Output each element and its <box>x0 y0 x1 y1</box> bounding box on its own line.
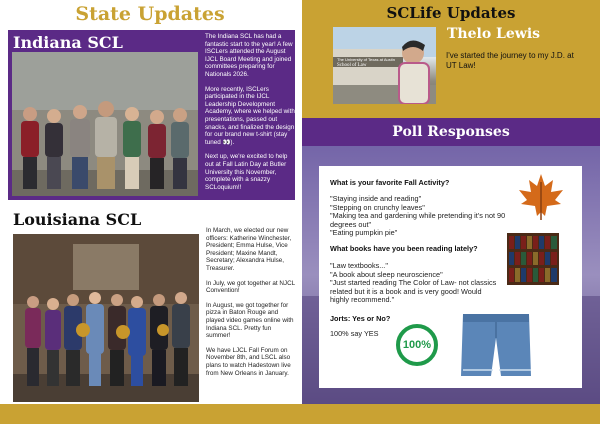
indiana-paragraph: The Indiana SCL has had a fantastic start to the year! A few ISCLers attended the August IJCL Board Meeting and joined committees preparing for Nationals 2026. <box>205 33 293 78</box>
poll-responses-title: Poll Responses <box>392 124 510 140</box>
indiana-group-photo <box>12 52 198 196</box>
poll-answer-jorts: 100% say YES <box>330 329 379 338</box>
thelo-lewis-photo <box>333 27 436 104</box>
indiana-heading: Indiana SCL <box>13 33 123 52</box>
louisiana-paragraph: In July, we got together at NJCL Convention! <box>206 279 295 295</box>
poll-answers-fall <box>330 195 506 238</box>
louisiana-heading: Louisiana SCL <box>13 210 142 229</box>
indiana-paragraph: Next up, we're excited to help out at Fall Latin Day at Butler University this November, complete with a snazzy SCLoquium!! <box>205 153 288 191</box>
percent-badge: 100% <box>396 324 438 366</box>
poll-answer: "Staying inside and reading" <box>330 194 422 203</box>
poll-question-jorts: Jorts: Yes or No? <box>330 314 391 323</box>
poll-question-fall: What is your favorite Fall Activity? <box>330 178 450 187</box>
poll-question-books: What books have you been reading lately? <box>330 244 478 253</box>
poll-answer: "A book about sleep neuroscience" <box>330 269 443 279</box>
louisiana-group-photo <box>13 234 199 402</box>
poll-answer: "Just started reading The Color of Law- not classics related but it is a book and is very good! Would highly recommend." <box>330 278 497 304</box>
bookshelf-icon <box>507 233 559 285</box>
thelo-update: I've started the journey to my J.D. at UT Law! <box>446 51 574 70</box>
maple-leaf-icon <box>515 172 567 222</box>
louisiana-paragraph: In March, we elected our new officers: Katherine Winchester, President; Emma Hulse, Vice President; Maxine Mandt, Secretary; Alexandra Hulse, Treasurer. <box>206 227 292 272</box>
indiana-panel <box>8 30 295 200</box>
poll-answers-books <box>330 262 500 305</box>
thelo-name: Thelo Lewis <box>447 26 541 42</box>
sign-line-2: School of Law <box>337 63 367 68</box>
poll-answer: "Making tea and gardening while pretending it's not 90 degrees out" <box>330 211 506 229</box>
indiana-paragraph: More recently, ISCLers participated in the IJCL Leadership Development Academy, where we helped with presentations, passed out snacks, and finalized the design for our brand new t-shirt (stay tuned 👀). <box>205 85 295 146</box>
poll-answer: "Eating pumpkin pie" <box>330 228 398 237</box>
state-updates-title: State Updates <box>75 3 225 25</box>
sclife-title: SCLife Updates <box>386 4 516 22</box>
louisiana-body <box>206 227 296 384</box>
louisiana-paragraph: We have LJCL Fall Forum on November 8th, and LSCL also plans to watch Hadestown live from New Orleans in January. <box>206 346 291 377</box>
jorts-icon <box>459 310 533 382</box>
louisiana-paragraph: In August, we got together for pizza in Baton Rouge and played video games online with Indiana SCL. Pretty fun summer! <box>206 301 294 340</box>
poll-answer: "Stepping on crunchy leaves" <box>330 202 425 212</box>
poll-answer: "Law textbooks..." <box>330 261 388 270</box>
bottom-gold-bar <box>0 404 600 424</box>
sign-line-1: The University of Texas at Austin <box>337 57 395 62</box>
indiana-body <box>205 33 295 198</box>
